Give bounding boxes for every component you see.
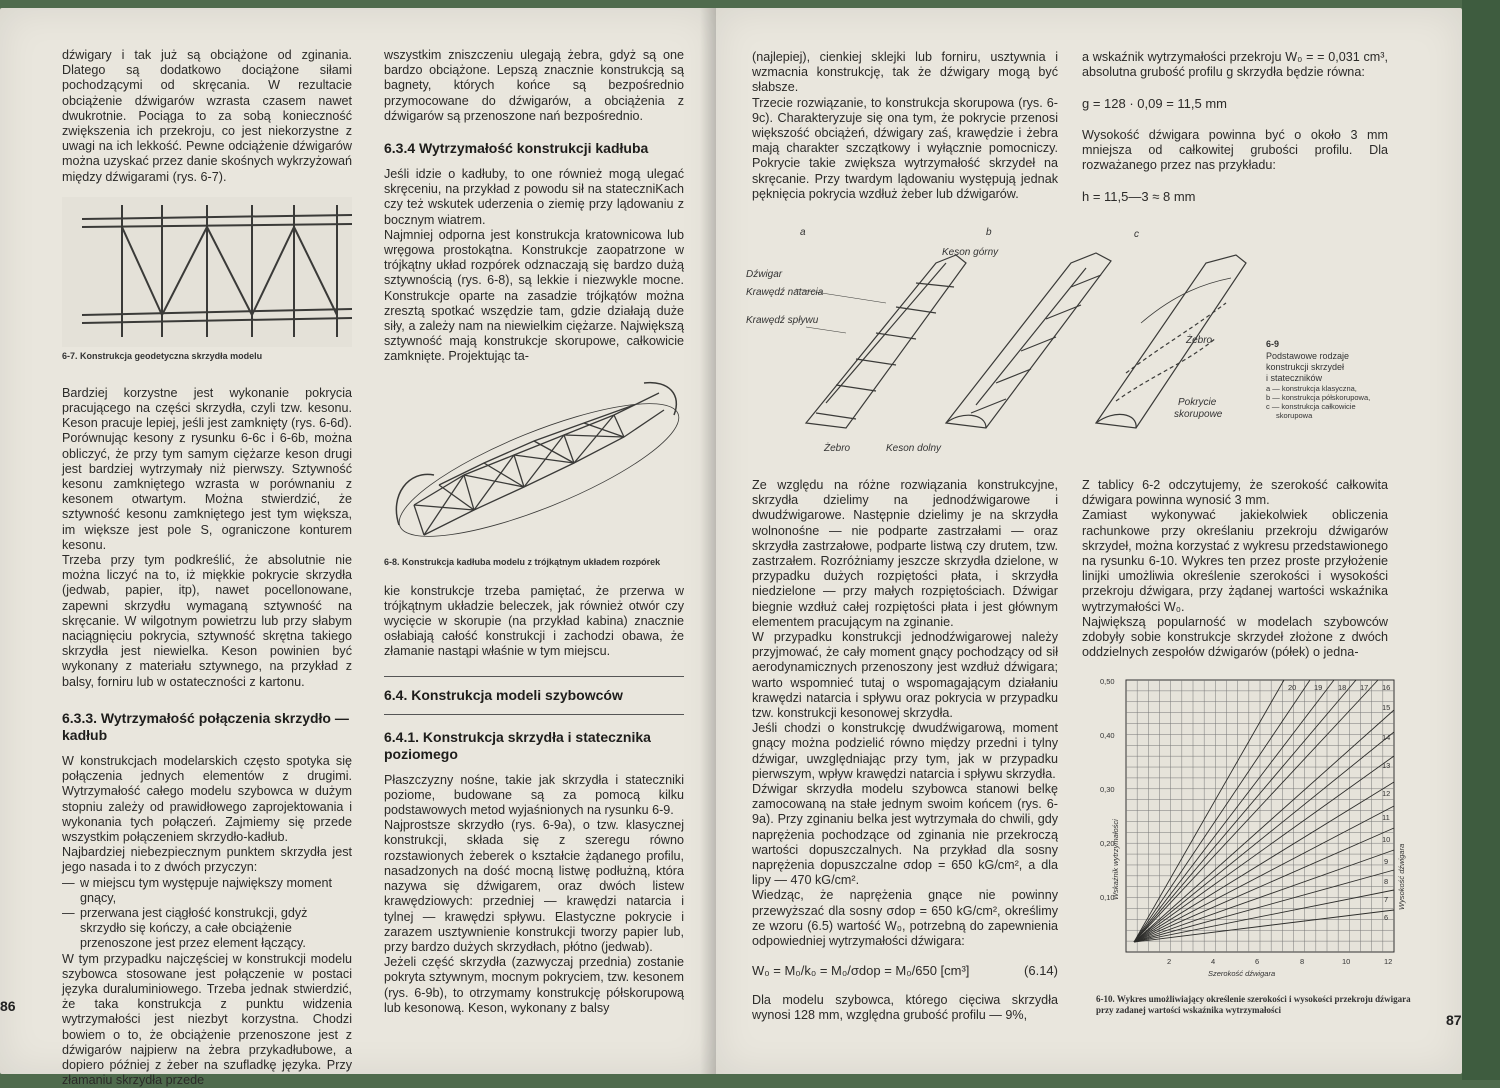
paragraph: W przypadku konstrukcji jednodźwigarowej należy przyjmować, że cały moment gnący pochodzący od sił aerodynamicznych przenoszony jest wzdłuż dźwigara; warto wspomnieć tutaj o wspomagającym działaniu krawędzi natarcia i spływu oraz pokrycia w przypadku tzw. konstrukcji kesonowej skrzydła. (752, 630, 1058, 721)
right-axis-label: Wysokość dźwigara (1397, 843, 1406, 910)
figure-6-10-nomogram (1088, 670, 1408, 990)
paragraph: Zamiast wykonywać jakiekolwiek obliczenia rachunkowe przy określaniu przekroju dźwigarów skrzydeł, można korzystać z wykresu przedstawionego na rysunku 6-10. Wykres ten przez proste przyłożenie linijki umożliwia określenie szerokości i wysokości przekroju dźwigara, przy żądanej wartości wskaźnika wytrzymałości W₀. (1082, 508, 1388, 614)
page-number-right: 87 (1446, 1012, 1462, 1028)
x-tick-label: 10 (1342, 957, 1351, 966)
right-curve-label: 14 (1382, 733, 1391, 742)
left-column-2 (384, 48, 684, 1016)
right-curve-label: 9 (1384, 857, 1389, 866)
label-zebro-c: Żebro (1186, 335, 1213, 346)
x-axis-label: Szerokość dźwigara (1208, 969, 1276, 978)
equation-h: h = 11,5—3 ≈ 8 mm (1082, 189, 1196, 205)
paragraph: Wysokość dźwigara powinna być o około 3 mm mniejsza od całkowitej grubości profilu. Dla rozważanego przez nas przykładu: (1082, 127, 1388, 173)
label-pokrycie: Pokrycie (1178, 397, 1217, 408)
section-divider (384, 714, 684, 715)
paragraph: kie konstrukcje trzeba pamiętać, że przerwa w trójkątnym układzie beleczek, jak również otwór czy wycięcie w skorupie (na przykład kabina) znacznie osłabiają całość konstrukcji i zachodzi obawa, że złamanie nastąpi właśnie w tym miejscu. (384, 583, 684, 659)
top-curve-label: 20 (1288, 683, 1297, 692)
top-curve-label: 16 (1382, 683, 1391, 692)
caption-text: Wykres umożliwiający określenie szerokości i wysokości przekroju dźwigara przy zadanej wartości wskaźnika wytrzymałości (1096, 994, 1411, 1015)
paragraph: Trzeba przy tym podkreślić, że absolutnie nie można liczyć na to, iż miękkie pokrycie skrzydła (jedwab, papier, itp), nawet pocellonowane, zapewni skrzydłu wymaganą sztywność na skręcanie. W wilgotnym powietrzu lub przy słabym naciągnięciu pokrycia, sztywność skrętna takiego skrzydła jest niewielka. Keson powinien być wykonany z materiału sztywnego, na przykład z balsy, forniru lub w ostateczności z kartonu. (62, 553, 352, 689)
label-skorupowe: skorupowe (1174, 409, 1223, 420)
right-column-2-bottom (1082, 478, 1388, 660)
right-column-1-bottom (752, 478, 1058, 1023)
x-tick-label: 12 (1384, 957, 1393, 966)
paragraph: Wiedząc, że naprężenia gnące nie powinny przewyższać dla sosny σdop = 650 kG/cm², określimy ze wzoru (6.5) wartość W₀, potrzebną do zapewnienia odpowiedniej wytrzymałości dźwigara: (752, 888, 1058, 949)
right-curve-label: 15 (1382, 703, 1391, 712)
caption-line: a — konstrukcja klasyczna, (1266, 384, 1357, 393)
label-krawedz-splywu: Krawędź spływu (746, 315, 819, 326)
caption-text: Konstrukcja geodetyczna skrzydła modelu (80, 350, 263, 361)
x-tick-label: 8 (1300, 957, 1305, 966)
caption-line: c — konstrukcja całkowicie (1266, 402, 1356, 411)
figure-6-8-fuselage-truss (384, 375, 684, 555)
paragraph: W tym przypadku najczęściej w konstrukcji modelu szybowca stosowane jest połączenie w postaci języka duraluminiowego. Trzeba jednak stwierdzić, że taka konstrukcja z punktu widzenia wytrzymałości jest niezbyt korzystna. Chodzi bowiem o to, że obciążenie przenoszone jest z dźwigarów najpierw na żebra przykadłubowe, a dopiero później z żeber na szufladkę języka. Przy złamaniu skrzydła przede (62, 951, 352, 1088)
y-axis-label: Wskaźnik wytrzymałości (1111, 819, 1120, 900)
top-curve-label: 19 (1314, 683, 1323, 692)
right-column-2-top (1082, 50, 1388, 220)
equation-g: g = 128 · 0,09 = 11,5 mm (1082, 96, 1228, 112)
paragraph: Największą popularność w modelach szybowców zdobyły sobie konstrukcje skrzydeł złożone z dwóch oddzielnych zespołów dźwigarów (półek) o jedna- (1082, 614, 1388, 660)
y-tick-label: 0,40 (1100, 731, 1115, 740)
figure-6-7-caption (62, 351, 352, 362)
equation-number: (6.14) (1024, 963, 1058, 979)
caption-line: Podstawowe rodzaje (1266, 351, 1350, 361)
section-divider (384, 676, 684, 677)
left-page (0, 8, 716, 1088)
label-zebro: Żebro (824, 443, 851, 454)
paragraph: a wskaźnik wytrzymałości przekroju W₀ = = 0,031 cm³, absolutna grubość profilu g skrzydła będzie równa: (1082, 50, 1388, 80)
figure-6-7-geodetic-wing (62, 197, 352, 347)
label-b: b (986, 227, 992, 238)
section-heading-6-3-3: 6.3.3. Wytrzymałość połączenia skrzydło — kadłub (62, 709, 349, 743)
y-tick-label: 0,20 (1100, 839, 1115, 848)
list-item: — przerwana jest ciągłość konstrukcji, gdyż skrzydło się kończy, a całe obciążenie przenoszone jest przez element łączący. (62, 906, 352, 952)
caption-line: i stateczników (1266, 373, 1323, 383)
paragraph: Ze względu na różne rozwiązania konstrukcyjne, skrzydła dzielimy na jednodźwigarowe i dwudźwigarowe. Następnie dzielimy je na skrzydła wolnonośne — nie podparte zastrzałami — oraz skrzydła zastrzałowe, podparte listwą czy drutem, tzw. zastrzałem. Rozróżniamy jeszcze skrzydła dzielone, w przypadku dużych rozpiętości płata, i skrzydła niedzielone — przy małych rozpiętościach. Dźwigar biegnie wzdłuż całej rozpiętości płata i jest głównym elementem pracującym na zginanie. (752, 478, 1058, 629)
figure-6-8-caption (384, 557, 684, 568)
paragraph: Jeżeli część skrzydła (zazwyczaj przednia) zostanie pokryta sztywnym, mocnym pokryciem, tzw. kesonem (rys. 6-9b), to otrzymamy konstrukcję półskorupową lub kesonową. Keson, wykonany z balsy (384, 955, 684, 1015)
reason-list (62, 876, 352, 952)
paragraph: Dźwigar skrzydła modelu szybowca stanowi belkę zamocowaną na stałe jednym swoim końcem (rys. 6-9a). Przy zginaniu belka jest wytrzymała do chwili, gdy naprężenia pochodzące od zginania nie przekroczą wartości dopuszczalnych. Na przykład dla sosny naprężenia dopuszczalne σdop = 650 kG/cm², a dla lipy — 470 kG/cm². (752, 782, 1058, 888)
right-curve-label: 6 (1384, 913, 1389, 922)
y-tick-label: 0,30 (1100, 785, 1115, 794)
paragraph: Najprostsze skrzydło (rys. 6-9a), o tzw. klasycznej konstrukcji, składa się z szeregu równo rozstawionych żeberek o kształcie żądanego profilu, nasadzonych na dość mocną listwę podłużną, która nazywa się dźwigarem, oraz dwóch listew krawędziowych: przedniej — krawędzi natarcia i tylnej — krawędzi spływu. Elastyczne pokrycie i zarazem usztywnienie konstrukcji tworzy papier lub, przy bardzo dużych skrzydłach, płótno (jedwab). (384, 818, 684, 954)
caption-text: Konstrukcja kadłuba modelu z trójkątnym układem rozpórek (402, 556, 661, 567)
right-column-1 (752, 50, 1058, 202)
paragraph: Dla modelu szybowca, którego cięciwa skrzydła wynosi 128 mm, względna grubość profilu — 9%, (752, 992, 1058, 1022)
right-curve-label: 10 (1382, 835, 1391, 844)
top-curve-label: 18 (1338, 683, 1347, 692)
figure-6-9-caption-number: 6-9 (1266, 339, 1280, 349)
label-a: a (800, 227, 806, 238)
equation-6-14 (752, 963, 1058, 978)
section-heading-6-4: 6.4. Konstrukcja modeli szybowców (384, 686, 623, 703)
caption-number: 6-10. (1096, 994, 1115, 1004)
right-curve-label: 8 (1384, 877, 1389, 886)
top-curve-label: 17 (1360, 683, 1369, 692)
caption-line: b — konstrukcja półskorupowa, (1266, 393, 1371, 402)
y-tick-label: 0,50 (1100, 677, 1115, 686)
right-curve-label: 11 (1382, 813, 1390, 822)
label-krawedz-natarcia: Krawędź natarcia (746, 287, 824, 298)
paragraph: wszystkim zniszczeniu ulegają żebra, gdyż są one bardzo obciążone. Lepszą znacznie konstrukcją są bagnety, których końce są bezpośrednio przymocowane do dźwigarów, a obciążenia z dźwigarów są przenoszone nań bezpośrednio. (384, 48, 684, 123)
right-curve-label: 12 (1382, 789, 1391, 798)
list-item: — w miejscu tym występuje największy moment gnący, (62, 876, 352, 906)
caption-number: 6-8. (384, 556, 400, 567)
paragraph: Z tablicy 6-2 odczytujemy, że szerokość całkowita dźwigara powinna wynosić 3 mm. (1082, 478, 1388, 508)
figure-6-9-wing-constructions (746, 223, 1436, 463)
paragraph: Bardziej korzystne jest wykonanie pokrycia pracującego na części skrzydła, czyli tzw. kesonu. Keson pracuje lepiej, jeśli jest zamknięty (rys. 6-6d). Porównując kesony z rysunku 6-6c i 6-6b, można obliczyć, że przy tym samym ciężarze keson drugi jest bardziej wytrzymały niż pierwszy. Sztywność kesonu zamkniętego wzrasta w porównaniu z kesonem otwartym. Można stwierdzić, że sztywność kesonu zamkniętego jest tym większa, im większe jest pole S, ograniczone konturem kesonu. (62, 385, 352, 552)
right-page (716, 8, 1462, 1074)
right-curve-label: 13 (1382, 761, 1391, 770)
book-cover-edge (1462, 0, 1500, 1080)
x-tick-label: 4 (1211, 957, 1216, 966)
paragraph: Trzecie rozwiązanie, to konstrukcja skorupowa (rys. 6-9c). Charakteryzuje się ona tym, że pokrycie przenosi większość obciążeń, dźwigary zaś, krawędzie i żebra mają charakter szczątkowy i wyłącznie pomocniczy. Pokrycie takie zwiększa wytrzymałość skrzydeł na skręcanie. Przy twardym lądowaniu występują jednak pęknięcia pokrycia wzdłuż żeber lub dźwigarów. (752, 95, 1058, 201)
paragraph: dźwigary i tak już są obciążone od zginania. Dlatego są dodatkowo dociążone siłami pochodzącymi od skręcania. W rezultacie obciążenie dźwigarów wzrasta czasem nawet dwukrotnie. Pociąga to za sobą konieczność zwiększenia ich przekroju, co jest niekorzystne z uwagi na ich lekkość. Pewne odciążenie dźwigarów można uzyskać przez danie skośnych wykrzyżowań między dźwigarami (rys. 6-7). (62, 48, 352, 184)
label-c: c (1134, 229, 1139, 240)
caption-line: konstrukcji skrzydeł (1266, 362, 1345, 372)
label-dzwigar: Dźwigar (746, 269, 783, 280)
paragraph: Jeśli chodzi o konstrukcję dwudźwigarową, moment gnący można podzielić równo między przedni i tylny dźwigar, uwzględniając przy tym, jak w przypadku pierwszym, wpływ krawędzi natarcia i spływu skrzydła. (752, 721, 1058, 781)
figure-6-10-caption (1096, 994, 1426, 1016)
x-tick-label: 6 (1255, 957, 1260, 966)
label-keson-gorny: Keson górny (942, 247, 999, 258)
x-tick-label: 2 (1167, 957, 1172, 966)
page-number-left: 86 (0, 998, 16, 1014)
paragraph: W konstrukcjach modelarskich często spotyka się połączenia jednych elementów z drugimi. Wytrzymałość całego modelu szybowca w dużym stopniu zależy od prawidłowego zaprojektowania i wykonania tych połączeń. Zajmiemy się przede wszystkim połączeniem skrzydło-kadłub. (62, 753, 352, 844)
section-heading-6-4-1: 6.4.1. Konstrukcja skrzydła i statecznika poziomego (384, 728, 651, 762)
paragraph: (najlepiej), cienkiej sklejki lub forniru, usztywnia i wzmacnia konstrukcję, tak że dźwigary mogą być słabsze. (752, 50, 1058, 95)
caption-line: skorupowa (1276, 411, 1313, 420)
section-heading-6-3-4: 6.3.4 Wytrzymałość konstrukcji kadłuba (384, 140, 649, 157)
paragraph: Jeśli idzie o kadłuby, to one również mogą ulegać skręceniu, na przykład z powodu sił na stateczniKach czy też wskutek uderzenia o ziemię przy lądowaniu z bocznym wiatrem. (384, 167, 684, 227)
caption-number: 6-7. (62, 350, 78, 361)
label-keson-dolny: Keson dolny (886, 443, 942, 454)
equation-body: W₀ = M₀/k₀ = M₀/σdop = M₀/650 [cm³] (752, 963, 970, 979)
paragraph: Płaszczyzny nośne, takie jak skrzydła i stateczniki poziome, budowane są za pomocą kilku podstawowych metod wyjaśnionych na rysunku 6-9. (384, 772, 684, 818)
paragraph: Najmniej odporna jest konstrukcja kratownicowa lub wręgowa prostokątna. Konstrukcje zaopatrzone w trójkątny układ rozpórek odznaczają się bardzo dużą sztywnością (rys. 6-8), są lekkie i niezwykle mocne. Konstrukcje oparte na zasadzie trójkątów można zresztą spotkać wszędzie tam, gdzie działają duże siły, a zależy nam na niewielkim ciężarze. Największą sztywność mają konstrukcje skorupowe, całkowicie zamknięte. Projektując ta- (384, 227, 684, 364)
paragraph: Najbardziej niebezpiecznym punktem skrzydła jest jego nasada i to z dwóch przyczyn: (62, 845, 352, 875)
y-tick-label: 0,10 (1100, 893, 1115, 902)
left-column-1 (62, 48, 352, 1088)
right-curve-label: 7 (1384, 895, 1389, 904)
